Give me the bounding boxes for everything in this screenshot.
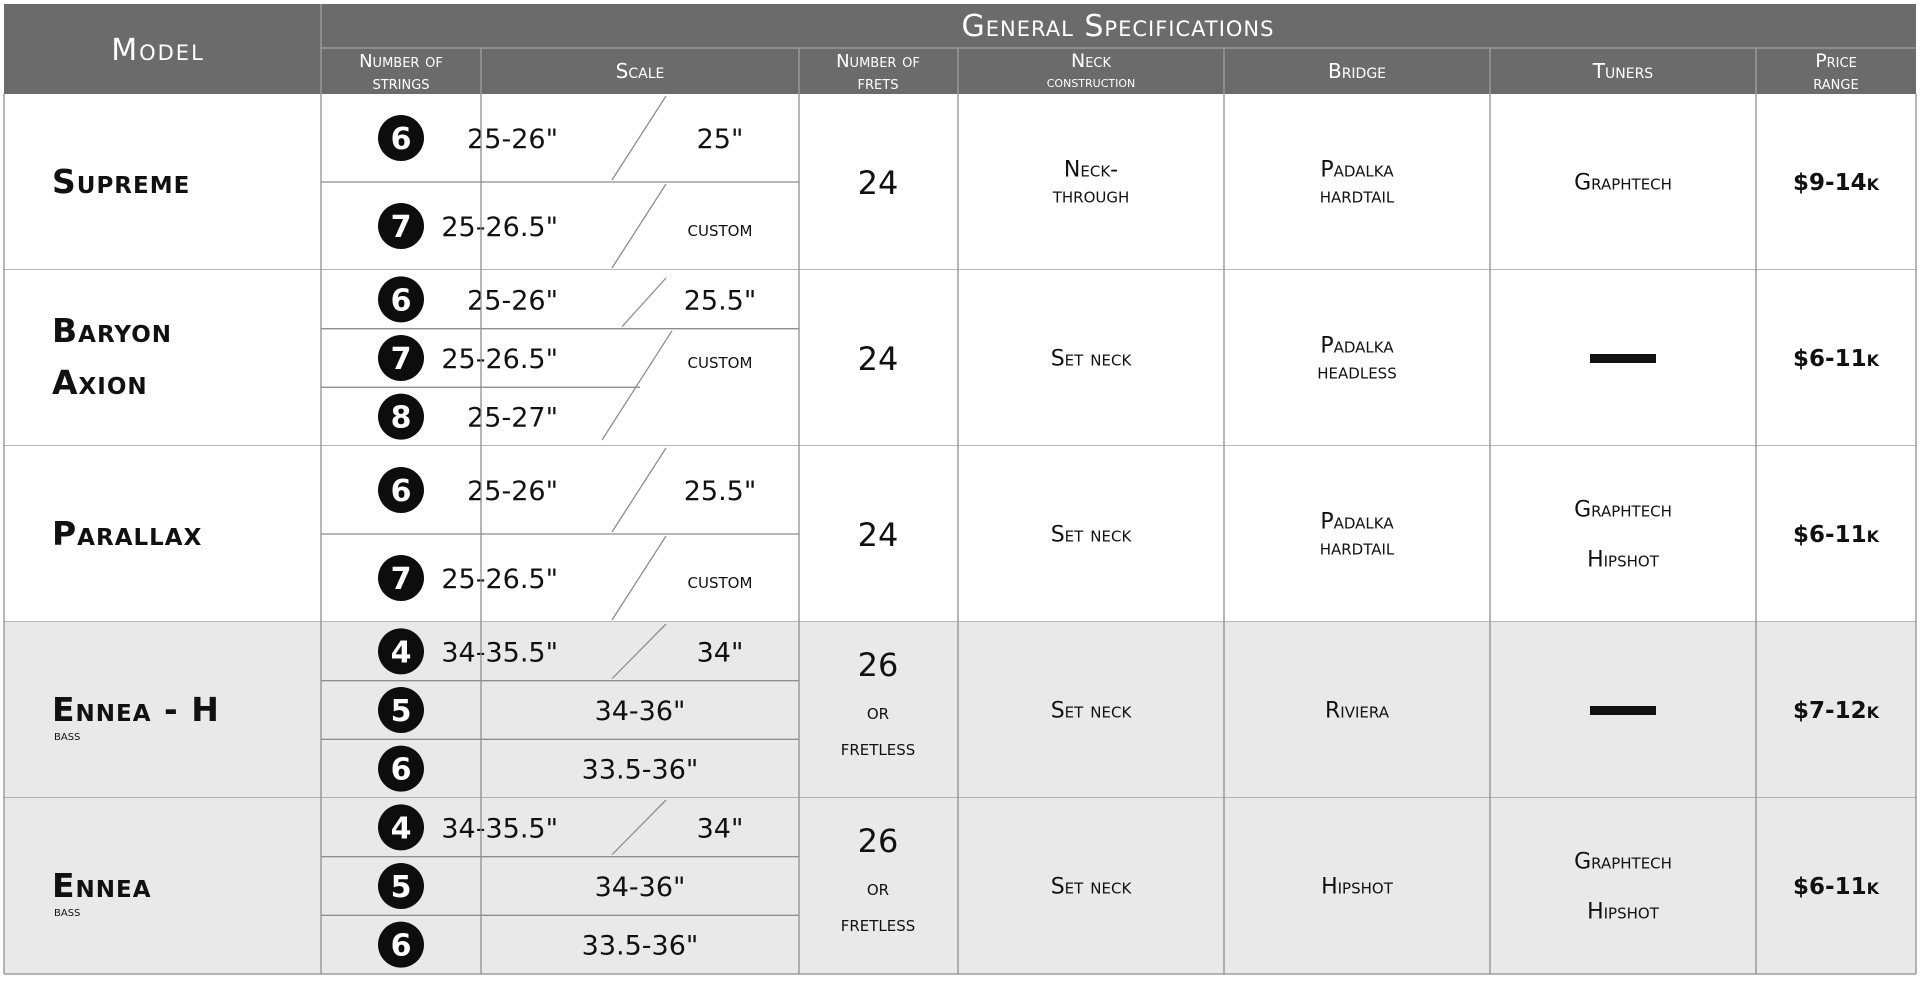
scale-value-b: 34"	[696, 813, 744, 845]
scale-value-b: 34"	[696, 637, 744, 669]
string-count: 8	[390, 400, 412, 436]
price-value: $6-11k	[1793, 874, 1879, 900]
neck-value-line1: Set neck	[1050, 698, 1132, 724]
scale-value-b: 25.5"	[683, 476, 757, 507]
tuners-value-line1: Graphtech	[1574, 849, 1672, 875]
header-bridge: Bridge	[1327, 59, 1387, 83]
tuners-none-dash	[1590, 706, 1656, 715]
bridge-value-line2: hardtail	[1319, 183, 1395, 209]
model-name-ennea: Ennea	[52, 866, 152, 905]
string-count: 6	[390, 928, 412, 964]
price-value: $7-12k	[1793, 698, 1879, 724]
tuners-none-dash	[1590, 354, 1656, 363]
neck-value-line1: Set neck	[1050, 522, 1132, 548]
frets-value: 24	[857, 516, 899, 554]
header-model: Model	[111, 33, 205, 68]
scale-value-a: 25-27"	[467, 402, 558, 434]
scale-value-a: 25-26.5"	[441, 212, 558, 243]
bridge-value-line1: Hipshot	[1321, 874, 1393, 900]
tuners-value-line1: Graphtech	[1574, 497, 1672, 523]
string-count: 4	[390, 811, 412, 847]
model-name-baryon-axion-line1: Baryon	[52, 311, 173, 350]
scale-value-a: 25-26.5"	[441, 344, 558, 375]
frets-value: 24	[857, 340, 899, 378]
scale-value-a: 25-26"	[467, 285, 558, 317]
header-neck-line2: construction	[1046, 72, 1136, 91]
scale-value-a: 25-26"	[467, 124, 558, 155]
string-count: 6	[390, 283, 412, 319]
header-price-line1: Price	[1815, 50, 1857, 72]
bridge-value-line2: hardtail	[1319, 535, 1395, 561]
scale-value-b: custom	[687, 349, 753, 374]
header-neck-line1: Neck	[1070, 50, 1112, 72]
frets-value-line1: 26	[857, 646, 899, 684]
tuners-value-line2: Hipshot	[1587, 899, 1659, 925]
price-value: $9-14k	[1793, 170, 1879, 196]
scale-value: 33.5-36"	[581, 754, 699, 786]
price-value: $6-11k	[1793, 522, 1879, 548]
neck-value-line2: through	[1052, 183, 1130, 209]
model-name-baryon-axion-line2: Axion	[52, 363, 148, 402]
string-count: 7	[390, 562, 412, 597]
bridge-value-line1: Riviera	[1325, 698, 1389, 724]
frets-value-line2: or	[866, 876, 890, 901]
scale-value-a: 34-35.5"	[441, 813, 558, 845]
model-name-parallax: Parallax	[52, 514, 203, 553]
tuners-value-line2: Hipshot	[1587, 547, 1659, 573]
header-strings-line2: strings	[372, 73, 430, 94]
scale-value-b: custom	[687, 569, 753, 594]
header-scale: Scale	[615, 59, 665, 83]
bridge-value-line1: Padalka	[1320, 509, 1394, 535]
model-row-bg-parallax	[4, 446, 1916, 622]
frets-value-line3: fretless	[840, 736, 916, 761]
model-sub-ennea-h: bass	[54, 728, 81, 744]
header-frets-line1: Number of	[836, 51, 920, 72]
model-sub-ennea: bass	[54, 904, 81, 920]
model-name-ennea-h: Ennea - H	[52, 690, 220, 729]
tuners-value-line1: Graphtech	[1574, 170, 1672, 196]
scale-value: 33.5-36"	[581, 930, 699, 962]
header-frets-line2: frets	[857, 73, 899, 94]
scale-value-b: 25.5"	[683, 285, 757, 317]
string-count: 7	[390, 342, 412, 377]
string-count: 5	[390, 694, 412, 729]
bridge-value-line1: Padalka	[1320, 333, 1394, 359]
header-tuners: Tuners	[1592, 59, 1654, 83]
string-count: 6	[390, 122, 412, 157]
scale-value: 34-36"	[594, 696, 686, 727]
neck-value-line1: Set neck	[1050, 874, 1132, 900]
bridge-value-line1: Padalka	[1320, 157, 1394, 183]
header-strings-line1: Number of	[359, 51, 443, 72]
frets-value-line1: 26	[857, 822, 899, 860]
frets-value-line3: fretless	[840, 912, 916, 937]
neck-value-line1: Neck-	[1063, 157, 1119, 183]
scale-value-b: custom	[687, 217, 753, 242]
string-count: 5	[390, 870, 412, 905]
table-body	[4, 94, 1916, 974]
scale-value: 34-36"	[594, 872, 686, 903]
price-value: $6-11k	[1793, 346, 1879, 372]
header-price-line2: range	[1813, 72, 1859, 94]
string-count: 6	[390, 752, 412, 788]
scale-value-a: 34-35.5"	[441, 637, 558, 669]
header-group-title: General Specifications	[961, 9, 1275, 44]
bridge-value-line2: headless	[1317, 359, 1397, 385]
frets-value: 24	[857, 164, 899, 202]
frets-value-line2: or	[866, 700, 890, 725]
model-row-bg-ennea	[4, 798, 1916, 974]
scale-value-a: 25-26"	[467, 476, 558, 507]
scale-value-a: 25-26.5"	[441, 564, 558, 595]
string-count: 7	[390, 210, 412, 245]
string-count: 6	[390, 474, 412, 509]
scale-value-b: 25"	[696, 124, 744, 155]
neck-value-line1: Set neck	[1050, 346, 1132, 372]
string-count: 4	[390, 635, 412, 671]
model-name-supreme: Supreme	[52, 162, 191, 201]
